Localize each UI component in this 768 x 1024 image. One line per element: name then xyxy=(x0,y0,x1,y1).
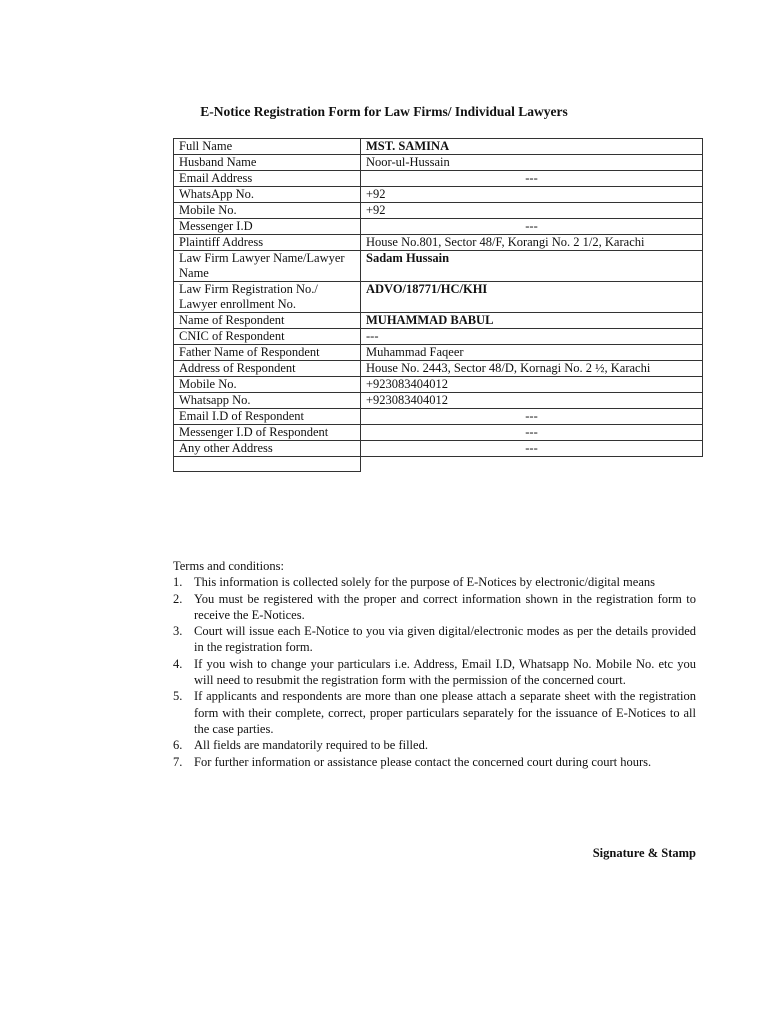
registration-table xyxy=(173,138,703,472)
list-item: 4. If you wish to change your particulars i.e. Address, Email I.D, Whatsapp No. Mobile No. etc you will need to resubmit the registration form with the permission of the concerned court. xyxy=(173,656,696,688)
field-label: Any other Address xyxy=(174,441,361,457)
field-label: WhatsApp No. xyxy=(174,187,361,203)
term-text: Court will issue each E-Notice to you via given digital/electronic modes as per the details provided in the registration form. xyxy=(194,624,696,655)
field-value: +92 xyxy=(361,203,703,219)
field-value: Muhammad Faqeer xyxy=(361,345,703,361)
term-text: If you wish to change your particulars i.e. Address, Email I.D, Whatsapp No. Mobile No. etc you will need to resubmit the registration form with the permission of the concerned court. xyxy=(194,656,696,688)
field-label: Name of Respondent xyxy=(174,313,361,329)
list-item: 1. This information is collected solely for the purpose of E-Notices by electronic/digital means xyxy=(173,574,696,590)
table-row xyxy=(174,345,703,361)
table-row xyxy=(174,409,703,425)
list-item: 7. For further information or assistance please contact the concerned court during court hours. xyxy=(173,754,696,770)
field-value: House No. 2443, Sector 48/D, Kornagi No. 2 ½, Karachi xyxy=(361,361,703,377)
field-value: --- xyxy=(361,441,703,457)
table-row xyxy=(174,313,703,329)
table-row xyxy=(174,441,703,457)
terms-list xyxy=(173,574,696,770)
terms-section xyxy=(173,558,696,770)
field-label: Law Firm Lawyer Name/Lawyer Name xyxy=(174,251,361,282)
table-row xyxy=(174,251,703,282)
table-row xyxy=(174,203,703,219)
field-label: Messenger I.D xyxy=(174,219,361,235)
empty-cell xyxy=(174,457,361,472)
field-value: MUHAMMAD BABUL xyxy=(361,313,703,329)
field-value: --- xyxy=(361,329,703,345)
field-value: --- xyxy=(361,425,703,441)
table-row-empty xyxy=(174,457,703,472)
field-value: ADVO/18771/HC/KHI xyxy=(361,282,703,313)
table-row xyxy=(174,329,703,345)
table-row xyxy=(174,282,703,313)
table-row xyxy=(174,361,703,377)
table-row xyxy=(174,187,703,203)
field-label: CNIC of Respondent xyxy=(174,329,361,345)
list-item: 2. You must be registered with the proper and correct information shown in the registration form to receive the E-Notices. xyxy=(173,591,696,622)
field-value: +92 xyxy=(361,187,703,203)
list-item: 3. Court will issue each E-Notice to you via given digital/electronic modes as per the details provided in the registration form. xyxy=(173,624,696,655)
term-text: If applicants and respondents are more than one please attach a separate sheet with the registration form with their complete, correct, proper particulars separately for the issuance of E-Notices to all the case parties. xyxy=(194,689,696,736)
field-label: Whatsapp No. xyxy=(174,393,361,409)
field-value: +923083404012 xyxy=(361,393,703,409)
field-value: --- xyxy=(361,171,703,187)
field-label: Law Firm Registration No./ Lawyer enrollment No. xyxy=(174,282,361,313)
field-label: Husband Name xyxy=(174,155,361,171)
field-label: Mobile No. xyxy=(174,377,361,393)
table-row xyxy=(174,393,703,409)
table-row xyxy=(174,235,703,251)
field-value: --- xyxy=(361,409,703,425)
field-label: Email I.D of Respondent xyxy=(174,409,361,425)
empty-cell xyxy=(361,457,703,472)
list-item: 6. All fields are mandatorily required to be filled. xyxy=(173,737,696,753)
table-row xyxy=(174,377,703,393)
field-value: House No.801, Sector 48/F, Korangi No. 2 1/2, Karachi xyxy=(361,235,703,251)
field-value: MST. SAMINA xyxy=(361,139,703,155)
field-label: Father Name of Respondent xyxy=(174,345,361,361)
field-value: +923083404012 xyxy=(361,377,703,393)
term-text: For further information or assistance please contact the concerned court during court hours. xyxy=(194,754,652,769)
field-label: Address of Respondent xyxy=(174,361,361,377)
field-label: Plaintiff Address xyxy=(174,235,361,251)
term-text: This information is collected solely for the purpose of E-Notices by electronic/digital means xyxy=(194,575,655,590)
field-label: Email Address xyxy=(174,171,361,187)
field-label: Messenger I.D of Respondent xyxy=(174,425,361,441)
field-label: Full Name xyxy=(174,139,361,155)
table-row xyxy=(174,171,703,187)
field-label: Mobile No. xyxy=(174,203,361,219)
terms-heading: Terms and conditions: xyxy=(173,559,284,573)
table-row xyxy=(174,425,703,441)
field-value: Sadam Hussain xyxy=(361,251,703,282)
table-row xyxy=(174,139,703,155)
field-value: Noor-ul-Hussain xyxy=(361,155,703,171)
table-row xyxy=(174,219,703,235)
term-text: You must be registered with the proper and correct information shown in the registration form to receive the E-Notices. xyxy=(194,591,696,622)
table-row xyxy=(174,155,703,171)
field-value: --- xyxy=(361,219,703,235)
term-text: All fields are mandatorily required to be filled. xyxy=(194,738,428,753)
list-item: 5. If applicants and respondents are more than one please attach a separate sheet with the registration form with their complete, correct, proper particulars separately for the issuance of E-Notices to all the case parties. xyxy=(173,689,696,736)
signature-stamp-label: Signature & Stamp xyxy=(592,846,696,860)
form-title: E-Notice Registration Form for Law Firms/ Individual Lawyers xyxy=(200,104,568,119)
